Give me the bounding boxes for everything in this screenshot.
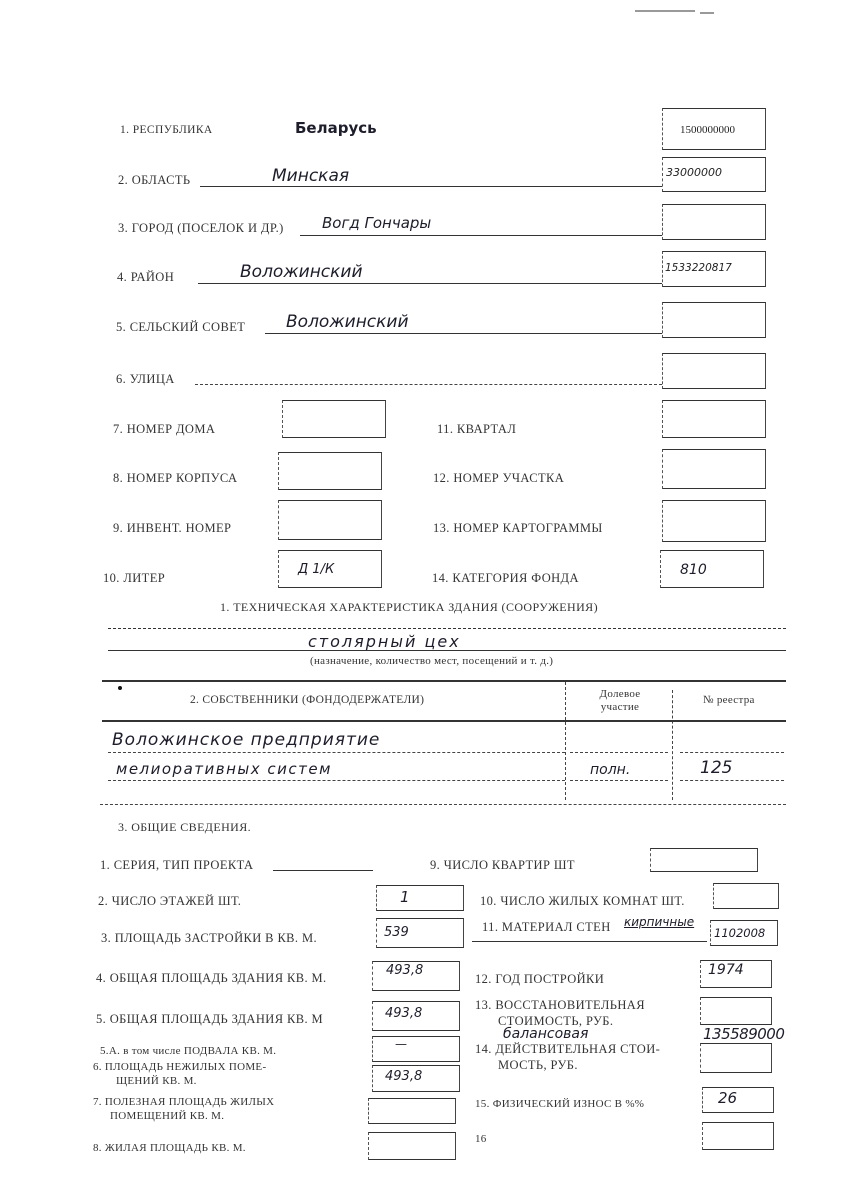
footprint-area-label: 3. ПЛОЩАДЬ ЗАСТРОЙКИ В КВ. М. — [101, 931, 318, 945]
restoration-cost-label: 13. ВОССТАНОВИТЕЛЬНАЯ — [475, 998, 645, 1012]
district-code: 1533220817 — [665, 262, 732, 274]
owner-name-line2: мелиоративных систем — [116, 760, 332, 778]
region-line — [200, 186, 662, 187]
useful-living-area-label-2: ПОМЕЩЕНИЙ КВ. М. — [110, 1110, 225, 1122]
village-council-code-box — [662, 302, 766, 338]
region-value: Минская — [272, 166, 350, 186]
house-number-box[interactable] — [282, 400, 386, 438]
village-council-line — [265, 333, 662, 334]
living-area-box[interactable] — [368, 1132, 456, 1160]
district-value: Воложинский — [240, 262, 363, 282]
restoration-cost-box[interactable] — [700, 997, 772, 1025]
year-built-label: 12. ГОД ПОСТРОЙКИ — [475, 972, 605, 986]
registry-line2-rule — [680, 780, 784, 781]
nonresidential-area-label: 6. ПЛОЩАДЬ НЕЖИЛЫХ ПОМЕ- — [93, 1061, 267, 1073]
section1-rule-purpose — [108, 650, 786, 651]
registry-value: 125 — [700, 758, 733, 778]
plot-number-label: 12. НОМЕР УЧАСТКА — [433, 471, 565, 485]
wear-value: 26 — [718, 1089, 738, 1107]
total-area-2-value: 493,8 — [385, 1006, 423, 1021]
basement-area-box[interactable] — [372, 1036, 460, 1062]
district-label: 4. РАЙОН — [117, 270, 175, 284]
republic-label: 1. РЕСПУБЛИКА — [120, 124, 213, 136]
section1-rule-top — [108, 628, 786, 629]
wall-material-label: 11. МАТЕРИАЛ СТЕН — [482, 920, 611, 934]
plot-number-box[interactable] — [662, 449, 766, 489]
series-line — [273, 870, 373, 871]
owner-line1-rule — [108, 752, 565, 753]
apartments-label: 9. ЧИСЛО КВАРТИР ШТ — [430, 858, 575, 872]
block-label: 11. КВАРТАЛ — [437, 422, 517, 436]
region-code: 33000000 — [666, 166, 722, 179]
wall-material-line — [472, 941, 707, 942]
wear-box[interactable] — [702, 1087, 774, 1113]
fund-category-box[interactable] — [660, 550, 764, 588]
floors-value: 1 — [400, 888, 410, 906]
apartments-box[interactable] — [650, 848, 758, 872]
wall-material-value: кирпичные — [624, 915, 695, 929]
actual-cost-label: 14. ДЕЙСТВИТЕЛЬНАЯ СТОИ- — [475, 1042, 661, 1056]
inventory-number-box[interactable] — [278, 500, 382, 540]
building-number-label: 8. НОМЕР КОРПУСА — [113, 471, 238, 485]
wall-material-code: 1102008 — [714, 926, 766, 940]
building-number-box[interactable] — [278, 452, 382, 490]
owners-table-bottom-rule — [100, 804, 786, 805]
actual-cost-label-2: МОСТЬ, РУБ. — [498, 1058, 578, 1072]
wear-label: 15. ФИЗИЧЕСКИЙ ИЗНОС В %% — [475, 1098, 645, 1110]
republic-value: Беларусь — [295, 119, 377, 137]
share-value: полн. — [590, 762, 631, 778]
living-rooms-label: 10. ЧИСЛО ЖИЛЫХ КОМНАТ ШТ. — [480, 894, 685, 908]
share-col-divider — [672, 690, 673, 800]
living-area-label: 8. ЖИЛАЯ ПЛОЩАДЬ КВ. М. — [93, 1142, 246, 1154]
owners-col-divider — [565, 682, 566, 800]
section1-purpose-value: столярный цех — [308, 632, 461, 651]
district-line — [198, 283, 662, 284]
scan-dot — [118, 686, 122, 690]
section1-title: 1. ТЕХНИЧЕСКАЯ ХАРАКТЕРИСТИКА ЗДАНИЯ (СООРУЖЕНИЯ) — [220, 600, 598, 614]
owners-table-top-rule — [102, 680, 786, 682]
total-area-label: 4. ОБЩАЯ ПЛОЩАДЬ ЗДАНИЯ КВ. М. — [96, 971, 327, 985]
republic-code: 1500000000 — [680, 124, 735, 136]
letter-label: 10. ЛИТЕР — [103, 571, 166, 585]
living-rooms-box[interactable] — [713, 883, 779, 909]
registry-line1-rule — [680, 752, 784, 753]
actual-cost-box[interactable] — [700, 1043, 772, 1073]
fund-category-label: 14. КАТЕГОРИЯ ФОНДА — [432, 571, 579, 585]
basement-area-value: — — [395, 1037, 407, 1051]
floors-box[interactable] — [376, 885, 464, 911]
field16-box[interactable] — [702, 1122, 774, 1150]
inventory-number-label: 9. ИНВЕНТ. НОМЕР — [113, 521, 232, 535]
city-line — [300, 235, 662, 236]
village-council-label: 5. СЕЛЬСКИЙ СОВЕТ — [116, 320, 246, 334]
series-label: 1. СЕРИЯ, ТИП ПРОЕКТА — [100, 858, 254, 872]
owner-name-line1: Воложинское предприятие — [112, 730, 381, 750]
balance-note: балансовая — [503, 1026, 589, 1042]
block-box[interactable] — [662, 400, 766, 438]
street-line — [195, 384, 662, 385]
restoration-cost-label-2: СТОИМОСТЬ, РУБ. — [498, 1014, 614, 1028]
city-label: 3. ГОРОД (ПОСЕЛОК И ДР.) — [118, 221, 284, 235]
cartogram-number-box[interactable] — [662, 500, 766, 542]
scan-artifact — [700, 12, 714, 14]
balance-value: 135589000 — [703, 1025, 785, 1043]
owners-header-rule — [102, 720, 786, 722]
letter-value: Д 1/К — [298, 562, 335, 577]
street-code-box — [662, 353, 766, 389]
nonresidential-area-value: 493,8 — [385, 1069, 423, 1084]
owner-line2-rule — [108, 780, 565, 781]
registry-header: № реестра — [703, 694, 755, 706]
owners-header: 2. СОБСТВЕННИКИ (ФОНДОДЕРЖАТЕЛИ) — [190, 694, 425, 706]
section3-title: 3. ОБЩИЕ СВЕДЕНИЯ. — [118, 820, 252, 834]
footprint-area-value: 539 — [384, 925, 409, 940]
total-area-value: 493,8 — [386, 963, 424, 978]
share-header: Долевое участие — [599, 688, 641, 713]
total-area-2-label: 5. ОБЩАЯ ПЛОЩАДЬ ЗДАНИЯ КВ. М — [96, 1012, 324, 1026]
scan-artifact — [635, 10, 695, 12]
basement-area-label: 5.А. в том числе ПОДВАЛА КВ. М. — [100, 1045, 277, 1057]
city-value: Вогд Гончары — [322, 214, 432, 232]
useful-living-area-box[interactable] — [368, 1098, 456, 1124]
region-label: 2. ОБЛАСТЬ — [118, 173, 191, 187]
fund-category-value: 810 — [680, 562, 707, 578]
street-label: 6. УЛИЦА — [116, 372, 175, 386]
field16-label: 16 — [475, 1133, 487, 1145]
floors-label: 2. ЧИСЛО ЭТАЖЕЙ ШТ. — [98, 894, 242, 908]
nonresidential-area-label-2: ЩЕНИЙ КВ. М. — [116, 1075, 197, 1087]
city-code-box — [662, 204, 766, 240]
share-line2-rule — [570, 780, 668, 781]
cartogram-number-label: 13. НОМЕР КАРТОГРАММЫ — [433, 521, 603, 535]
year-built-value: 1974 — [708, 962, 744, 978]
section1-purpose-caption: (назначение, количество мест, посещений и т. д.) — [310, 655, 554, 667]
useful-living-area-label: 7. ПОЛЕЗНАЯ ПЛОЩАДЬ ЖИЛЫХ — [93, 1096, 275, 1108]
house-number-label: 7. НОМЕР ДОМА — [113, 422, 216, 436]
share-line1-rule — [570, 752, 668, 753]
village-council-value: Воложинский — [286, 312, 409, 332]
